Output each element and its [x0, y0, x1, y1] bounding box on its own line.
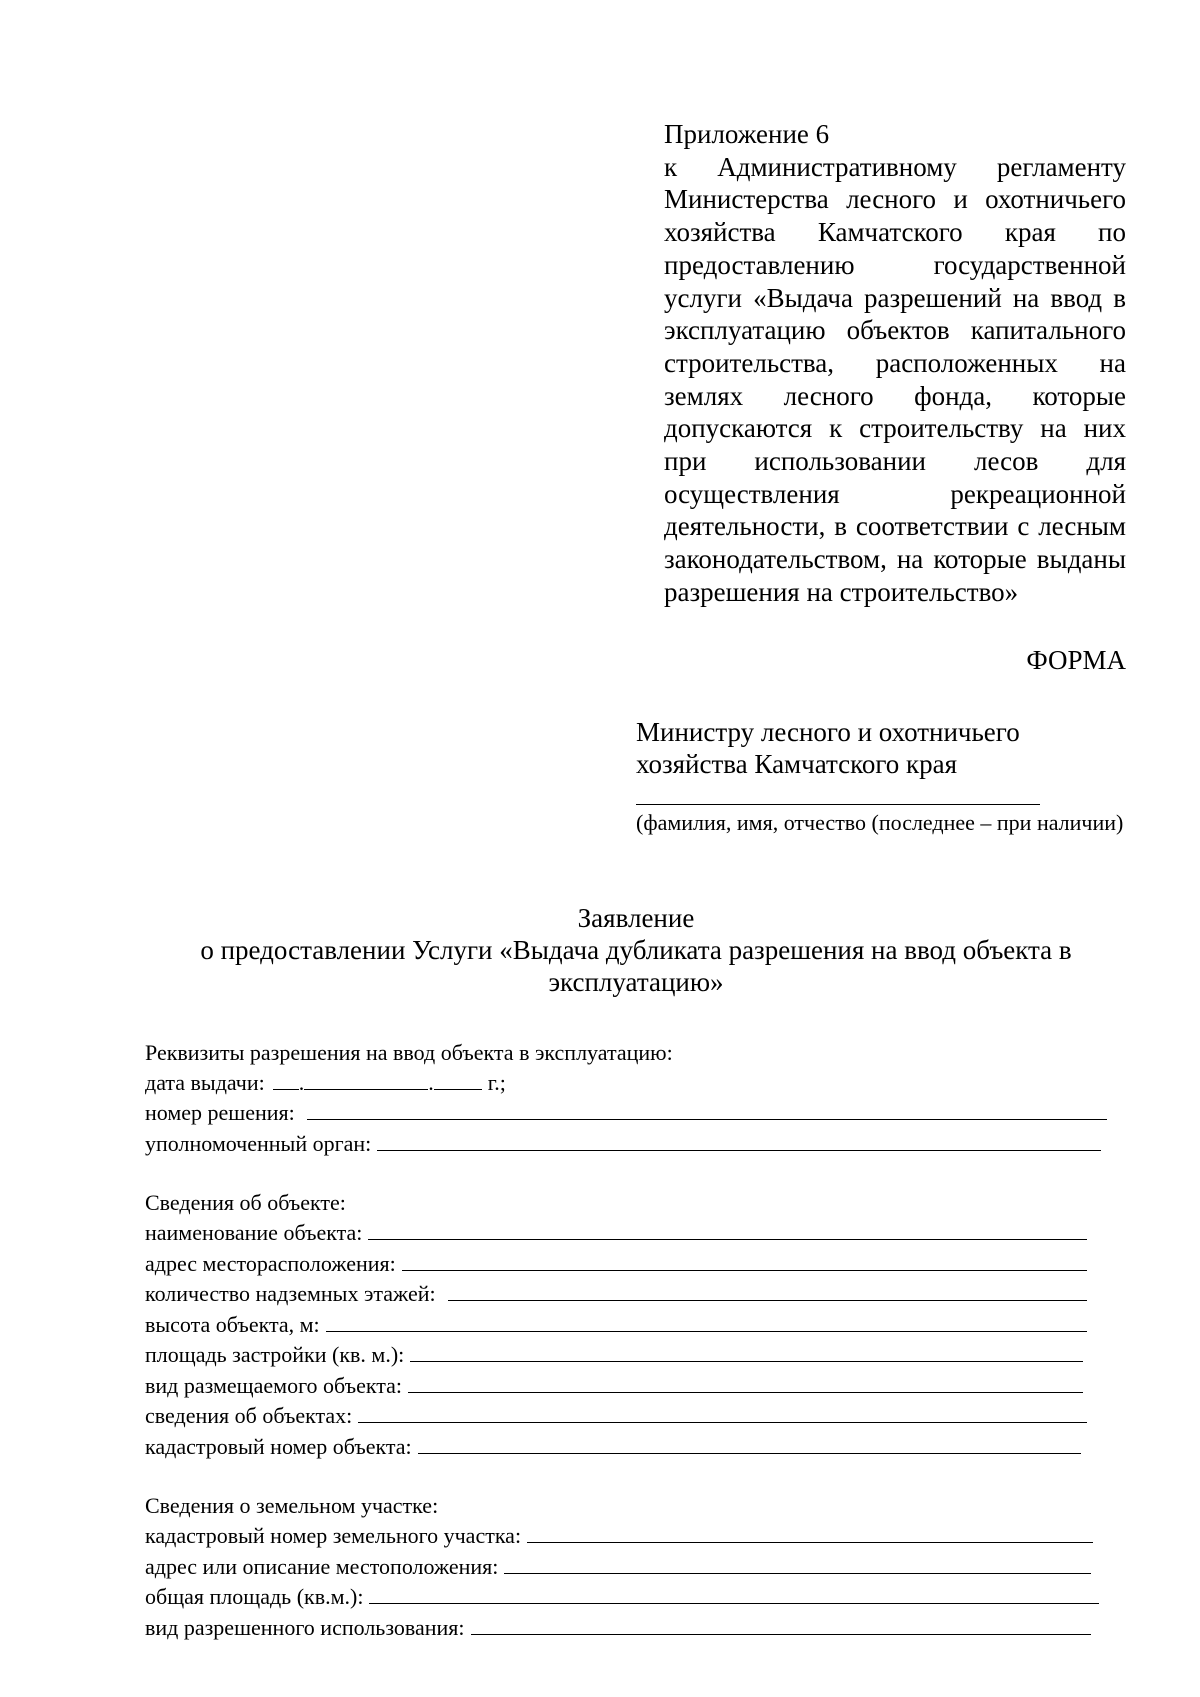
decision-number-label: номер решения: — [145, 1100, 295, 1125]
object-address-label: адрес месторасположения: — [145, 1250, 396, 1276]
issue-date-year-field[interactable] — [434, 1069, 482, 1090]
object-height-label: высота объекта, м: — [145, 1311, 320, 1337]
object-area-row — [145, 1339, 1083, 1370]
authority-row — [145, 1128, 1101, 1159]
object-cadastral-field[interactable] — [418, 1431, 1081, 1454]
object-type-label: вид размещаемого объекта: — [145, 1372, 402, 1398]
object-section-heading: Сведения об объекте: — [145, 1189, 346, 1215]
land-area-label: общая площадь (кв.м.): — [145, 1584, 364, 1609]
statement-heading — [100, 902, 1172, 998]
object-info-row — [145, 1400, 1087, 1431]
issue-date-separator-1: . — [298, 1069, 305, 1095]
appendix-title: Приложение 6 — [664, 119, 830, 149]
decision-number-row — [145, 1097, 1107, 1128]
addressee-line-2: хозяйства Камчатского края — [636, 749, 958, 779]
authority-label: уполномоченный орган: — [145, 1130, 372, 1156]
object-area-field[interactable] — [410, 1339, 1083, 1362]
object-address-field[interactable] — [402, 1248, 1087, 1271]
land-cadastral-field[interactable] — [527, 1520, 1093, 1543]
appendix-text: к Административному регламенту Министерства лесного и охотничьего хозяйства Камчатского края по предоставлению государственной услуги «Выдача разрешений на ввод в эксплуатацию объектов капитального строительства, расположенных на землях лесного фонда, которые допускаются к строительству на них при использовании лесов для осуществления рекреационной деятельности, в соответствии с лесным законодательством, на которые выданы разрешения на строительство» — [664, 151, 1126, 607]
object-height-field[interactable] — [326, 1309, 1087, 1332]
land-address-field[interactable] — [504, 1551, 1091, 1574]
object-floors-field[interactable] — [448, 1278, 1087, 1301]
object-type-row — [145, 1370, 1083, 1401]
object-info-field[interactable] — [358, 1400, 1087, 1423]
object-height-row — [145, 1309, 1087, 1340]
applicant-name-caption: (фамилия, имя, отчество (последнее – при наличии) — [636, 810, 1124, 835]
form-fields — [145, 1038, 1107, 1642]
appendix-block — [664, 118, 1126, 609]
land-usage-label: вид разрешенного использования: — [145, 1614, 465, 1640]
land-usage-field[interactable] — [471, 1612, 1091, 1635]
object-type-field[interactable] — [408, 1370, 1083, 1393]
issue-date-month-field[interactable] — [304, 1069, 428, 1090]
land-cadastral-row — [145, 1520, 1093, 1551]
issue-date-day-field[interactable] — [273, 1069, 299, 1090]
issue-date-year-suffix: г.; — [487, 1069, 506, 1095]
decision-number-field[interactable] — [307, 1097, 1107, 1120]
section-spacer — [145, 1461, 1107, 1491]
form-label: ФОРМА — [1026, 645, 1126, 675]
object-cadastral-label: кадастровый номер объекта: — [145, 1433, 412, 1459]
object-area-label: площадь застройки (кв. м.): — [145, 1342, 405, 1367]
object-cadastral-row — [145, 1431, 1081, 1462]
object-floors-row — [145, 1278, 1087, 1309]
permit-section-heading: Реквизиты разрешения на ввод объекта в эксплуатацию: — [145, 1040, 673, 1065]
object-info-label: сведения об объектах: — [145, 1403, 353, 1428]
issue-date-label: дата выдачи: — [145, 1069, 265, 1095]
addressee-line-1: Министру лесного и охотничьего — [636, 717, 1020, 747]
land-section-heading: Сведения о земельном участке: — [145, 1492, 439, 1518]
land-area-field[interactable] — [369, 1581, 1099, 1604]
addressee-block — [636, 716, 1126, 780]
statement-subtitle-line-2: эксплуатацию» — [548, 967, 724, 997]
land-address-row — [145, 1551, 1091, 1582]
statement-title: Заявление — [577, 903, 695, 933]
land-usage-row — [145, 1612, 1091, 1643]
land-area-row — [145, 1581, 1099, 1612]
object-address-row — [145, 1248, 1087, 1279]
issue-date-row — [145, 1068, 1107, 1098]
object-name-field[interactable] — [368, 1217, 1087, 1240]
land-address-label: адрес или описание местоположения: — [145, 1553, 499, 1579]
authority-field[interactable] — [377, 1128, 1101, 1151]
object-name-label: наименование объекта: — [145, 1220, 363, 1245]
section-spacer — [145, 1158, 1107, 1188]
applicant-name-line[interactable] — [636, 804, 1040, 805]
land-cadastral-label: кадастровый номер земельного участка: — [145, 1523, 522, 1548]
statement-subtitle-line-1: о предоставлении Услуги «Выдача дубликата разрешения на ввод объекта в — [200, 935, 1072, 965]
object-name-row — [145, 1217, 1087, 1248]
issue-date-separator-2: . — [428, 1069, 434, 1095]
object-floors-label: количество надземных этажей: — [145, 1281, 436, 1306]
